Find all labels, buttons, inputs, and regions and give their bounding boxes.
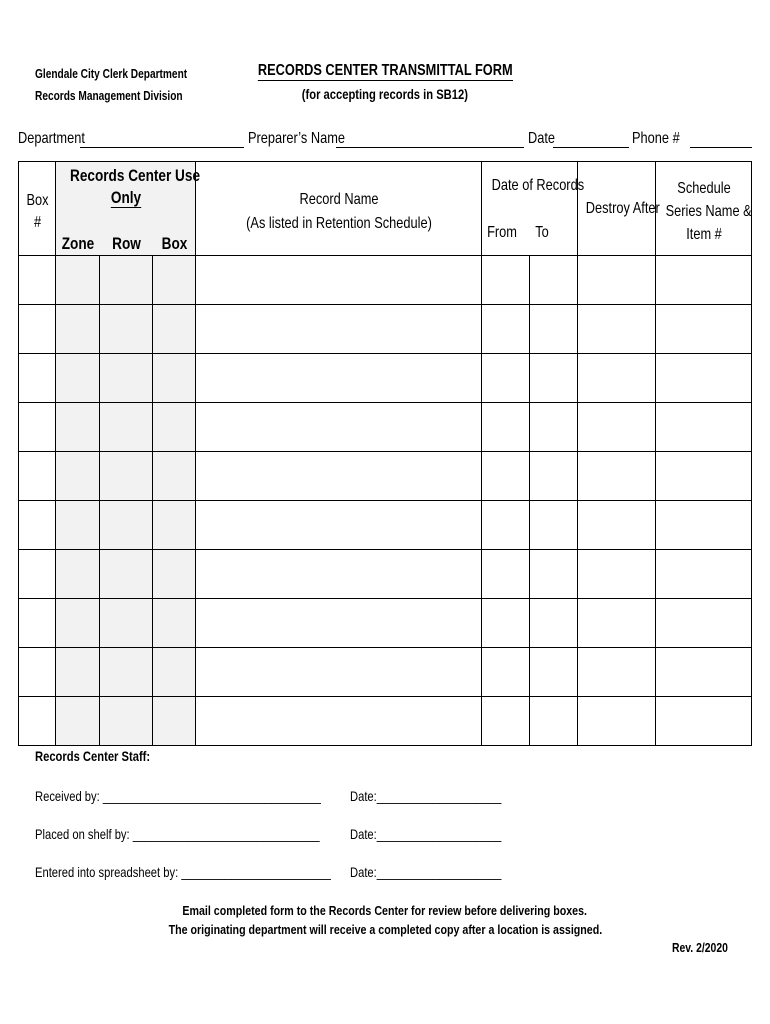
phone-field[interactable] <box>690 147 752 148</box>
rc-box-cell[interactable] <box>153 354 196 403</box>
rc-box-header: Box <box>161 234 188 253</box>
box-cell[interactable] <box>19 648 56 697</box>
schedule-cell[interactable] <box>656 648 752 697</box>
rc-box-cell[interactable] <box>153 648 196 697</box>
date-field[interactable] <box>553 147 629 148</box>
rc-use-line2: Only <box>110 188 142 207</box>
box-number-header <box>19 162 56 256</box>
to-cell[interactable] <box>530 452 578 501</box>
record-name-cell[interactable] <box>196 648 482 697</box>
rc-box-cell[interactable] <box>153 697 196 746</box>
form-subtitle: (for accepting records in SB12) <box>301 86 469 102</box>
table-row <box>19 354 752 403</box>
footer-line1: Email completed form to the Records Center for review before delivering boxes. <box>182 903 588 918</box>
box-cell[interactable] <box>19 599 56 648</box>
box-cell[interactable] <box>19 452 56 501</box>
schedule-line1: Schedule <box>677 180 731 197</box>
footer-line1-wrap <box>0 903 770 918</box>
box-cell[interactable] <box>19 501 56 550</box>
from-cell[interactable] <box>482 305 530 354</box>
record-name-cell[interactable] <box>196 452 482 501</box>
destroy-after-cell[interactable] <box>578 354 656 403</box>
row-cell[interactable] <box>100 452 153 501</box>
received-by-field[interactable]: Received by: ___________________________________ <box>35 788 321 804</box>
rc-box-cell[interactable] <box>153 452 196 501</box>
record-name-cell[interactable] <box>196 697 482 746</box>
form-title-wrap <box>0 62 770 81</box>
schedule-cell[interactable] <box>656 403 752 452</box>
rc-use-line1: Records Center Use <box>70 166 201 185</box>
zone-cell[interactable] <box>56 599 100 648</box>
from-cell[interactable] <box>482 648 530 697</box>
record-name-header <box>196 162 482 256</box>
to-cell[interactable] <box>530 256 578 305</box>
to-cell[interactable] <box>530 697 578 746</box>
zone-header: Zone <box>61 234 95 253</box>
zone-cell[interactable] <box>56 452 100 501</box>
destroy-after-header <box>578 162 660 256</box>
rc-box-cell[interactable] <box>153 501 196 550</box>
date-of-records-label: Date of Records <box>491 177 585 194</box>
schedule-cell[interactable] <box>656 599 752 648</box>
rc-box-cell[interactable] <box>153 403 196 452</box>
footer-line2: The originating department will receive a completed copy after a location is assigned. <box>168 922 602 937</box>
rc-box-cell[interactable] <box>153 599 196 648</box>
zone-cell[interactable] <box>56 403 100 452</box>
box-cell[interactable] <box>19 305 56 354</box>
rc-box-cell[interactable] <box>153 256 196 305</box>
records-center-use-header <box>56 162 201 256</box>
row-cell[interactable] <box>100 354 153 403</box>
record-name-cell[interactable] <box>196 305 482 354</box>
box-cell[interactable] <box>19 697 56 746</box>
from-cell[interactable] <box>482 599 530 648</box>
schedule-line3: Item # <box>686 226 722 243</box>
record-name-cell[interactable] <box>196 550 482 599</box>
rc-box-cell[interactable] <box>153 305 196 354</box>
table-header-row <box>19 162 752 256</box>
record-name-cell[interactable] <box>196 354 482 403</box>
to-cell[interactable] <box>530 403 578 452</box>
transmittal-table <box>18 161 752 746</box>
table-row <box>19 403 752 452</box>
zone-cell[interactable] <box>56 256 100 305</box>
schedule-cell[interactable] <box>656 452 752 501</box>
from-cell[interactable] <box>482 452 530 501</box>
zone-cell[interactable] <box>56 550 100 599</box>
header-fields <box>18 130 754 152</box>
date-of-records-header <box>482 162 585 256</box>
to-cell[interactable] <box>530 354 578 403</box>
table-row <box>19 452 752 501</box>
table-row <box>19 305 752 354</box>
table-row <box>19 550 752 599</box>
box-cell[interactable] <box>19 256 56 305</box>
schedule-cell[interactable] <box>656 305 752 354</box>
destroy-after-cell[interactable] <box>578 403 656 452</box>
record-name-cell[interactable] <box>196 256 482 305</box>
destroy-after-cell[interactable] <box>578 697 656 746</box>
form-title: RECORDS CENTER TRANSMITTAL FORM <box>257 62 513 79</box>
rc-box-cell[interactable] <box>153 550 196 599</box>
form-subtitle-wrap <box>0 86 770 102</box>
table-row <box>19 697 752 746</box>
to-cell[interactable] <box>530 550 578 599</box>
schedule-cell[interactable] <box>656 354 752 403</box>
revision-label: Rev. 2/2020 <box>672 940 728 955</box>
entered-spreadsheet-field[interactable]: Entered into spreadsheet by: ________________________ <box>35 864 331 880</box>
zone-cell[interactable] <box>56 354 100 403</box>
box-header-line2: # <box>33 214 42 231</box>
destroy-after-cell[interactable] <box>578 599 656 648</box>
department-field[interactable] <box>80 147 244 148</box>
phone-label: Phone # <box>632 130 680 147</box>
row-cell[interactable] <box>100 599 153 648</box>
destroy-after-label: Destroy After <box>585 200 660 217</box>
record-name-cell[interactable] <box>196 501 482 550</box>
zone-cell[interactable] <box>56 305 100 354</box>
row-cell[interactable] <box>100 648 153 697</box>
row-cell[interactable] <box>100 697 153 746</box>
table-row <box>19 501 752 550</box>
destroy-after-cell[interactable] <box>578 256 656 305</box>
rc-use-line2-wrap <box>70 187 182 209</box>
org-department: Glendale City Clerk Department <box>35 66 188 81</box>
zone-cell[interactable] <box>56 501 100 550</box>
table-row <box>19 648 752 697</box>
box-cell[interactable] <box>19 403 56 452</box>
date-label: Date <box>528 130 556 147</box>
placed-date-field[interactable]: Date:____________________ <box>350 826 502 842</box>
row-cell[interactable] <box>100 403 153 452</box>
record-name-line2: (As listed in Retention Schedule) <box>246 215 432 232</box>
row-cell[interactable] <box>100 256 153 305</box>
box-header-line1: Box <box>26 192 49 209</box>
from-cell[interactable] <box>482 256 530 305</box>
to-header: To <box>535 224 549 241</box>
from-cell[interactable] <box>482 403 530 452</box>
record-name-cell[interactable] <box>196 599 482 648</box>
schedule-cell[interactable] <box>656 256 752 305</box>
schedule-cell[interactable] <box>656 501 752 550</box>
footer-line2-wrap <box>0 922 770 937</box>
from-cell[interactable] <box>482 697 530 746</box>
from-cell[interactable] <box>482 354 530 403</box>
zone-cell[interactable] <box>56 697 100 746</box>
entered-date-field[interactable]: Date:____________________ <box>350 864 502 880</box>
staff-section-title: Records Center Staff: <box>35 748 151 764</box>
to-cell[interactable] <box>530 305 578 354</box>
schedule-cell[interactable] <box>656 697 752 746</box>
record-name-cell[interactable] <box>196 403 482 452</box>
schedule-cell[interactable] <box>656 550 752 599</box>
row-cell[interactable] <box>100 501 153 550</box>
from-cell[interactable] <box>482 501 530 550</box>
preparer-label: Preparer’s Name <box>248 130 345 147</box>
destroy-after-cell[interactable] <box>578 452 656 501</box>
to-cell[interactable] <box>530 648 578 697</box>
table-row <box>19 599 752 648</box>
box-cell[interactable] <box>19 550 56 599</box>
received-date-field[interactable]: Date:____________________ <box>350 788 502 804</box>
row-cell[interactable] <box>100 305 153 354</box>
destroy-after-cell[interactable] <box>578 550 656 599</box>
to-cell[interactable] <box>530 501 578 550</box>
to-cell[interactable] <box>530 599 578 648</box>
destroy-after-cell[interactable] <box>578 305 656 354</box>
row-header: Row <box>112 234 141 253</box>
org-division: Records Management Division <box>35 88 183 103</box>
destroy-after-cell[interactable] <box>578 501 656 550</box>
row-cell[interactable] <box>100 550 153 599</box>
from-cell[interactable] <box>482 550 530 599</box>
schedule-header <box>656 162 752 256</box>
from-header: From <box>487 224 517 241</box>
destroy-after-cell[interactable] <box>578 648 656 697</box>
preparer-field[interactable] <box>336 147 524 148</box>
box-cell[interactable] <box>19 354 56 403</box>
zone-cell[interactable] <box>56 648 100 697</box>
department-label: Department <box>18 130 85 147</box>
table-row <box>19 256 752 305</box>
placed-on-shelf-field[interactable]: Placed on shelf by: ______________________________ <box>35 826 320 842</box>
schedule-line2: Series Name & <box>665 203 752 220</box>
record-name-line1: Record Name <box>299 191 379 208</box>
